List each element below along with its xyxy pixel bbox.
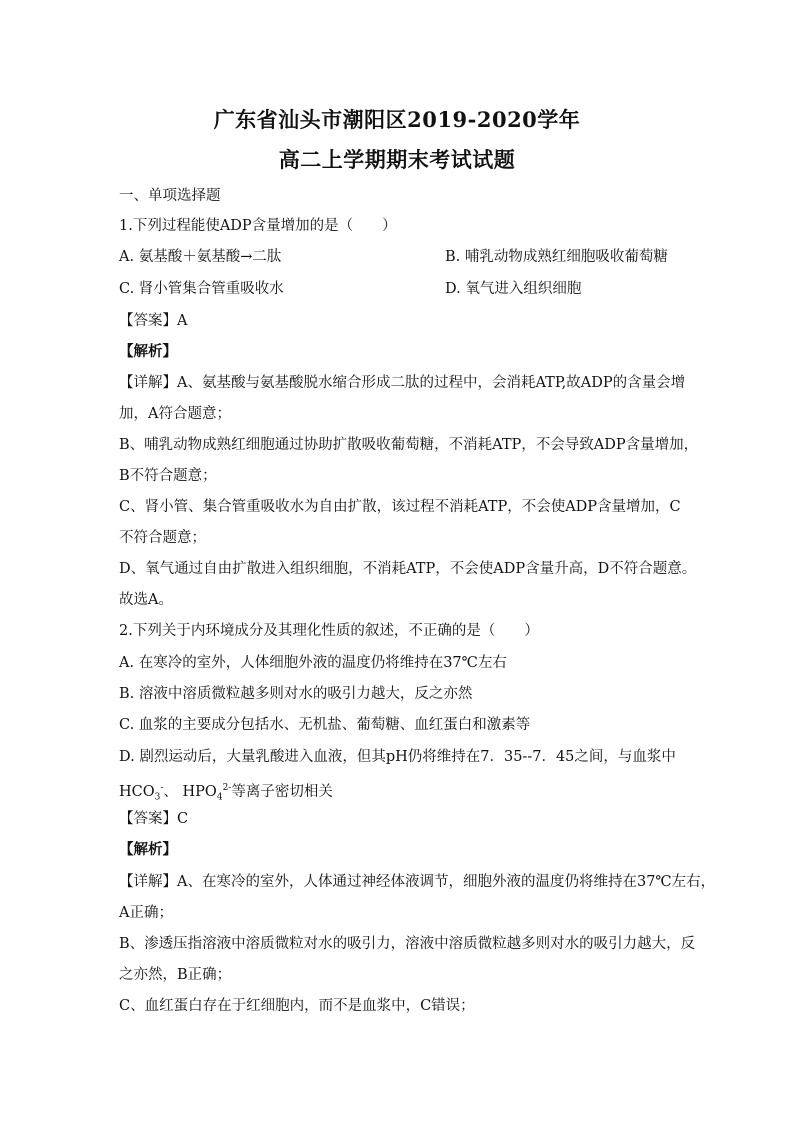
- doc-title-line2: 高二上学期期末考试试题: [278, 147, 516, 172]
- q1-option-d: D. 氧气进入组织细胞: [445, 281, 582, 297]
- q1-detail-c-line1: C、肾小管、集合管重吸收水为自由扩散，该过程不消耗ATP，不会使ADP含量增加，C: [119, 499, 681, 515]
- q1-answer: 【答案】A: [119, 313, 188, 329]
- q1-option-b: B. 哺乳动物成熟红细胞吸收葡萄糖: [445, 249, 668, 265]
- q2-detail-a-line2: A正确；: [119, 905, 173, 921]
- q1-stem: 1.下列过程能使ADP含量增加的是（ ）: [119, 218, 397, 234]
- q1-detail-d-line1: D、氧气通过自由扩散进入组织细胞，不消耗ATP，不会使ADP含量升高，D不符合题意。: [119, 561, 697, 577]
- hco3-formula: HCO: [119, 783, 155, 800]
- section-heading: 一、单项选择题: [119, 188, 221, 204]
- q1-option-c: C. 肾小管集合管重吸收水: [119, 281, 284, 297]
- q1-detail-a-line2: 加，A符合题意；: [119, 406, 231, 422]
- q2-detail-a-line1: 【详解】A、在寒冷的室外，人体通过神经体液调节，细胞外液的温度仍将维持在37℃左右，: [119, 874, 716, 890]
- q2-analysis-label: 【解析】: [119, 841, 177, 858]
- q1-detail-b-line1: B、哺乳动物成熟红细胞通过协助扩散吸收葡萄糖，不消耗ATP，不会导致ADP含量增加，: [119, 437, 699, 453]
- q2-answer: 【答案】C: [119, 811, 189, 827]
- q1-analysis-label: 【解析】: [119, 343, 177, 360]
- q1-detail-c-line2: 不符合题意；: [119, 530, 206, 546]
- q1-detail-a-line1: 【详解】A、氨基酸与氨基酸脱水缩合形成二肽的过程中，会消耗ATP,故ADP的含量会增: [119, 375, 686, 391]
- q2-detail-b-line2: 之亦然，B正确；: [119, 967, 232, 983]
- option-d-tail: 等离子密切相关: [231, 783, 333, 800]
- doc-title-line1: 广东省汕头市潮阳区2019-2020学年: [213, 107, 581, 132]
- q1-option-a: A. 氨基酸＋氨基酸→二肽: [119, 249, 282, 265]
- q2-detail-c-line1: C、血红蛋白存在于红细胞内，而不是血浆中，C错误；: [119, 998, 475, 1014]
- q2-option-d-line1: D. 剧烈运动后，大量乳酸进入血液，但其pH仍将维持在7．35--7．45之间，与血浆中: [119, 749, 676, 765]
- hpo4-subscript: 4: [216, 792, 223, 803]
- q2-option-d-line2: [119, 778, 333, 808]
- q1-detail-b-line2: B不符合题意；: [119, 468, 217, 484]
- hpo4-formula: 、 HPO: [163, 783, 217, 800]
- hco3-subscript: 3: [154, 792, 161, 803]
- hpo4-charge: 2-: [222, 783, 232, 793]
- q1-detail-d-line2: 故选A。: [119, 592, 173, 608]
- hco3-charge: -: [160, 783, 164, 793]
- q2-stem: 2.下列关于内环境成分及其理化性质的叙述，不正确的是（ ）: [119, 623, 539, 639]
- q2-option-b: B. 溶液中溶质微粒越多则对水的吸引力越大，反之亦然: [119, 686, 473, 702]
- q2-option-a: A. 在寒冷的室外，人体细胞外液的温度仍将维持在37℃左右: [119, 655, 507, 671]
- q2-detail-b-line1: B、渗透压指溶液中溶质微粒对水的吸引力，溶液中溶质微粒越多则对水的吸引力越大，反: [119, 936, 696, 952]
- q2-option-c: C. 血浆的主要成分包括水、无机盐、葡萄糖、血红蛋白和激素等: [119, 717, 531, 733]
